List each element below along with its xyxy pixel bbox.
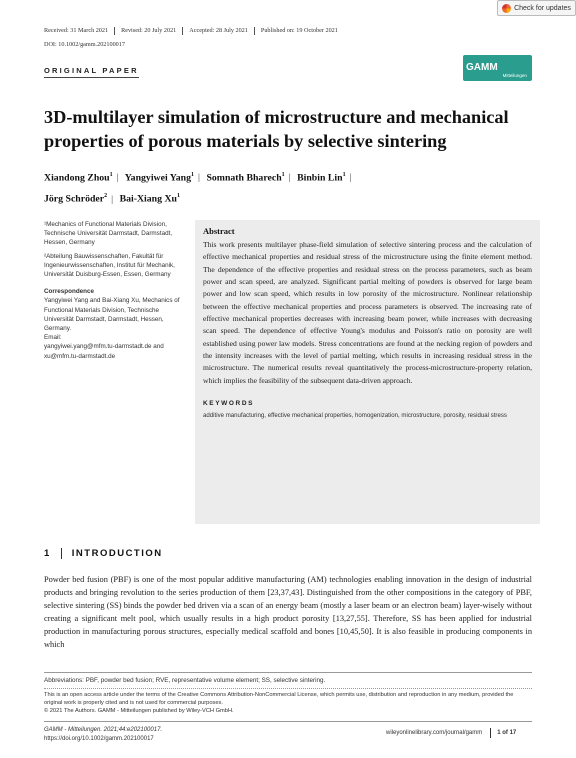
abstract-text: This work presents multilayer phase-field simulation of selective sintering process and the calculation of effective mechanical properties and residual stress of the microstructure using the finite element method. The dependence of the effective properties and residual stress on the process parameters, such as beam power and scan speed, are analyzed. Significant partial melting of powders is observed for large beam power and low scan speed, which results in low porosity of the microstructure. Nonlinear relationship between the effective mechanical properties and process parameters is observed. The increasing rate of effective mechanical properties decreases with increasing beam power, while increases with decreasing scan speed. The dependence of effective Young's modulus and Poisson's ratio on porosity are well established using power law models. Stress concentrations are found at the necking region of powders and the intensity increases with the level of partial melting, which results in increasing residual stress in the microstructure. The numerical results reveal quantitatively the process-microstructure-property relation, which implies the feasibility of the subsequent data-driven approach. [203, 240, 532, 385]
logo-subtitle: Mitteilungen [502, 72, 527, 78]
publication-dates [44, 27, 344, 35]
section-heading-introduction [44, 548, 163, 559]
author-affiliation: 1 [109, 172, 113, 178]
page-number: 1 of 17 [497, 730, 517, 736]
section-divider [61, 548, 62, 559]
license-statement: This is an open access article under the terms of the Creative Commons Attribution-NonCommercial License, which permits use, distribution and reproduction in any medium, provided the original work is properly cited and is not used for commercial purposes. [44, 692, 514, 707]
footer-right [386, 728, 516, 738]
doi: DOI: 10.1002/gamm.202100017 [44, 41, 125, 48]
author-affiliation: 1 [342, 172, 346, 178]
footer-divider [490, 728, 491, 738]
author-affiliation: 1 [281, 172, 285, 178]
abstract-heading: Abstract [203, 226, 235, 236]
author-separator: | [198, 172, 200, 184]
check-for-updates-label: Check for updates [514, 4, 571, 12]
journal-citation: GAMM - Mitteilungen. 2021;44:e202100017. [44, 727, 163, 733]
author-list [44, 166, 524, 209]
author-separator: | [349, 172, 352, 184]
author-separator: | [116, 172, 119, 184]
journal-logo [463, 55, 532, 81]
affiliation-1: ¹Mechanics of Functional Materials Division, Technische Universität Darmstadt, Darmstadt, Hessen, Germany [44, 221, 173, 247]
author-affiliation: 1 [177, 193, 180, 200]
affiliation-2: ²Abteilung Bauwissenschaften, Fakultät für Ingenieurwissenschaften, Institut für Mechanik, Universität Duisburg-Essen, Essen, Germany [44, 252, 175, 279]
check-for-updates-button[interactable] [497, 0, 576, 16]
published-date: Published on: 19 October 2021 [254, 27, 344, 35]
introduction-paragraph: Powder bed fusion (PBF) is one of the most popular additive manufacturing (AM) technologies enabling innovation in the design of industrial products and bringing revolution to the series production of them [23,37,43]. Distinguished from the other compositions in the category of PBF, selective sintering (SS) binds the powder bed driven via a scan of an energy beam (mostly a laser beam or an electron beam) layer-wisely without creating a significant melt pool, which usually results in a high product porosity [13,27,55]. Therefore, SS has been applied for industrial production in manufacturing porous structures, especially medical scaffold and bones [10,45,50]. It is also feasible in producing components in which [44, 575, 532, 649]
section-title: INTRODUCTION [71, 548, 163, 559]
article-type-label: ORIGINAL PAPER [44, 66, 139, 78]
author-name[interactable]: Bai-Xiang Xu [119, 193, 177, 205]
abstract-box [195, 220, 540, 524]
accepted-date: Accepted: 28 July 2021 [182, 27, 254, 35]
correspondence-text: Yangyiwei Yang and Bai-Xiang Xu, Mechanics of Functional Materials Division, Technische Universität Darmstadt, Darmstadt, Hessen, Germany. [44, 297, 180, 333]
license-rule [44, 688, 532, 689]
footer-citation [44, 726, 162, 743]
affiliations-column [44, 220, 190, 361]
author-separator: | [111, 193, 114, 205]
copyright-statement: © 2021 The Authors. GAMM - Mitteilungen published by Wiley-VCH GmbH. [44, 708, 234, 715]
author-name[interactable]: Jörg Schröder [44, 193, 105, 205]
license-text [44, 691, 532, 716]
crossmark-icon [502, 4, 511, 13]
doi-link[interactable]: https://doi.org/10.1002/gamm.202100017 [44, 735, 154, 742]
correspondence-heading: Correspondence [44, 288, 95, 296]
email-addresses[interactable]: yangyiwei.yang@mfm.tu-darmstadt.de and xu@mfm.tu-darmstadt.de [44, 343, 164, 360]
revised-date: Revised: 20 July 2021 [114, 27, 182, 35]
received-date: Received: 31 March 2021 [44, 27, 109, 34]
journal-site-link[interactable]: wileyonlinelibrary.com/journal/gamm [386, 730, 483, 736]
email-label: Email: [44, 334, 62, 342]
author-affiliation: 1 [191, 172, 195, 178]
footer-rule [44, 721, 532, 722]
author-name[interactable]: Somnath Bharech [206, 172, 282, 184]
abbreviations-footnote: Abbreviations: PBF, powder bed fusion; RVE, representative volume element; SS, selective sintering. [44, 677, 326, 684]
keywords-heading: KEYWORDS [203, 400, 255, 408]
article-title: 3D-multilayer simulation of microstructure and mechanical properties of porous materials by selective sintering [44, 107, 509, 151]
logo-text: GAMM [466, 62, 498, 73]
author-affiliation: 2 [104, 193, 108, 200]
keywords-text: additive manufacturing, effective mechanical properties, homogenization, microstructure, porosity, residual stress [203, 412, 507, 420]
section-number: 1 [44, 548, 51, 559]
footnote-rule [44, 672, 532, 673]
author-name[interactable]: Xiandong Zhou [44, 172, 110, 184]
author-separator: | [288, 172, 291, 184]
author-name[interactable]: Yangyiwei Yang [124, 172, 192, 184]
author-name[interactable]: Binbin Lin [297, 172, 343, 184]
